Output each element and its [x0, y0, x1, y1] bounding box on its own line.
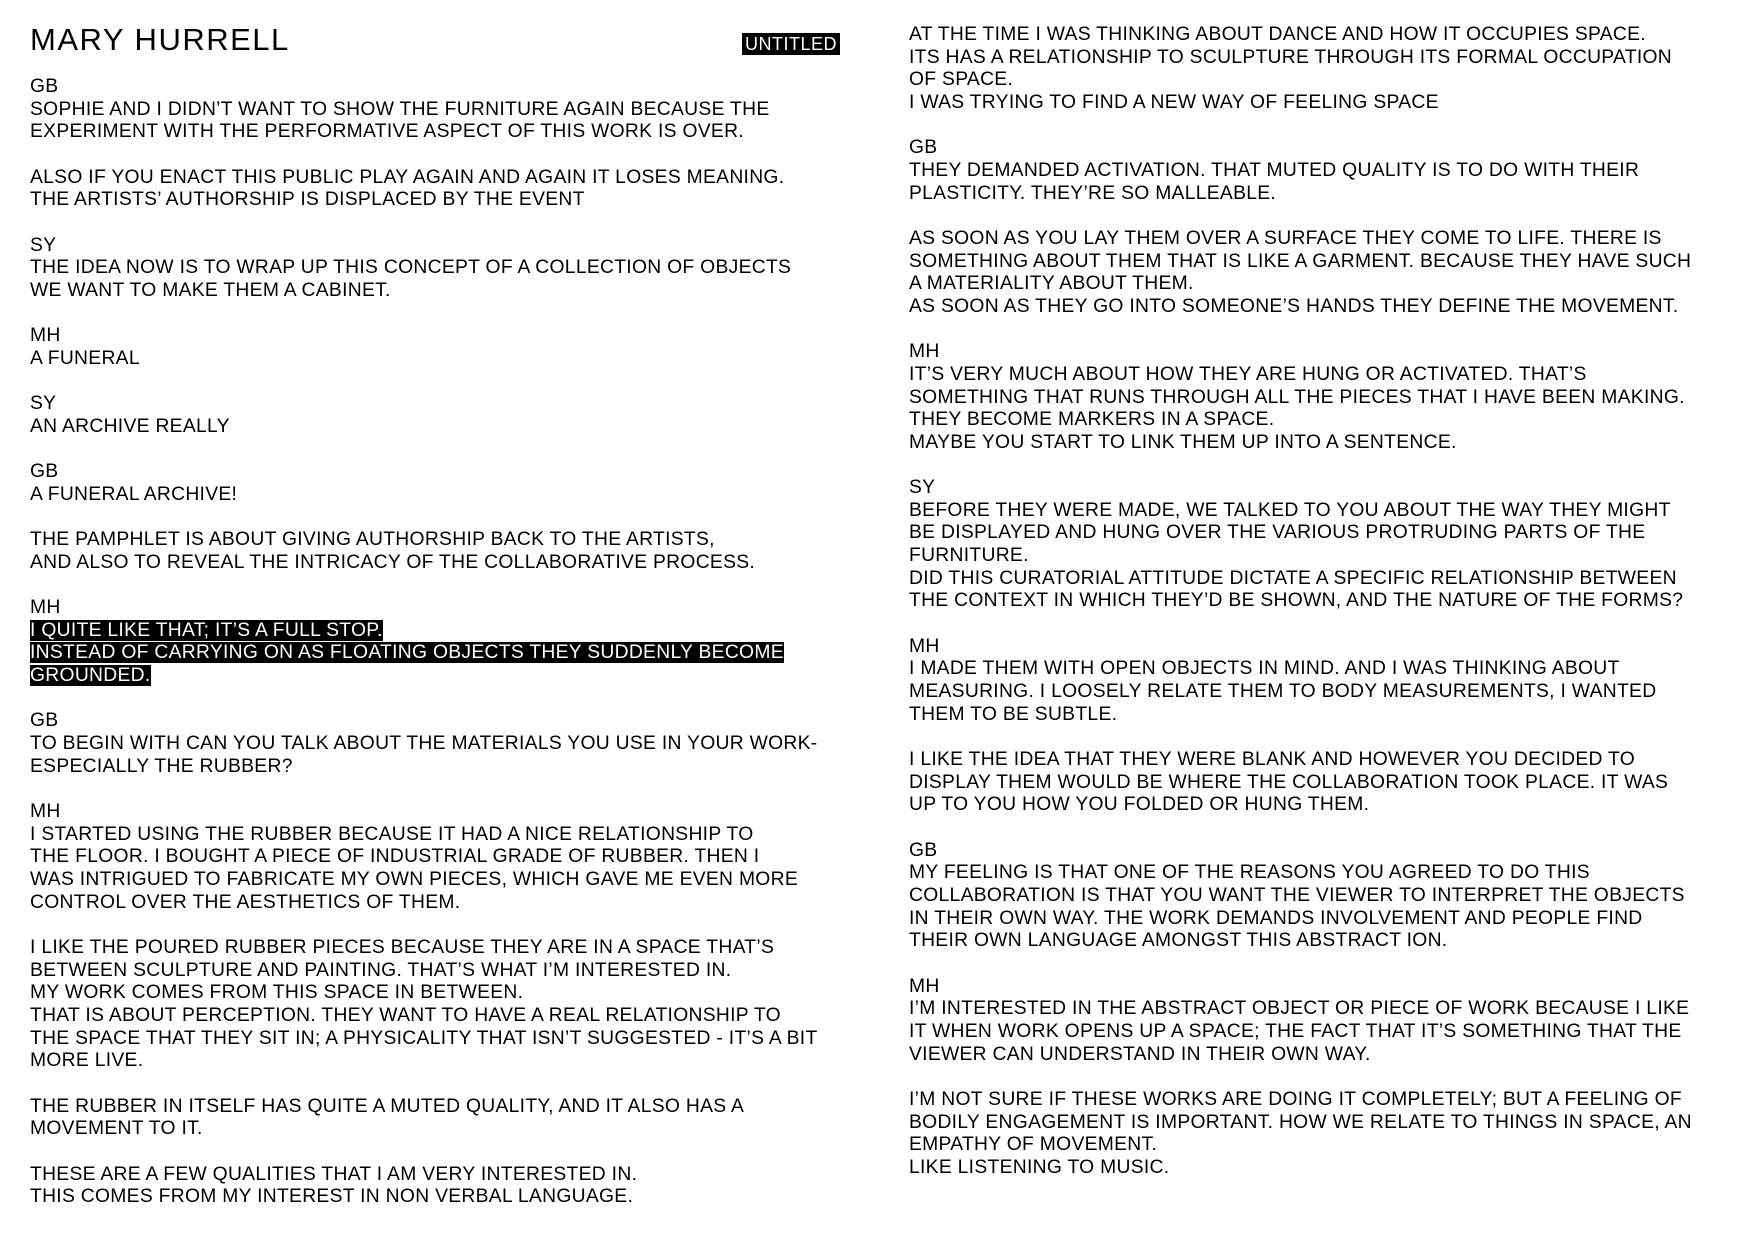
- line-text: TO BEGIN WITH CAN YOU TALK ABOUT THE MATERIALS YOU USE IN YOUR WORK-: [30, 733, 818, 755]
- line-text: I LIKE THE POURED RUBBER PIECES BECAUSE THEY ARE IN A SPACE THAT’S: [30, 936, 775, 958]
- line-text: THE ARTISTS’ AUTHORSHIP IS DISPLACED BY THE EVENT: [30, 189, 585, 211]
- text-line: [909, 749, 1692, 772]
- text-line: [909, 432, 1692, 455]
- line-text: SOMETHING THAT RUNS THROUGH ALL THE PIECES THAT I HAVE BEEN MAKING.: [909, 386, 1685, 408]
- line-text: MH: [909, 341, 940, 363]
- line-text: I MADE THEM WITH OPEN OBJECTS IN MIND. AND I WAS THINKING ABOUT: [909, 658, 1620, 680]
- text-line: [30, 756, 818, 779]
- text-line: [30, 552, 818, 575]
- line-text: THEM TO BE SUBTLE.: [909, 703, 1118, 725]
- line-text: MORE LIVE.: [30, 1050, 144, 1072]
- text-line: [909, 228, 1692, 251]
- artist-name: MARY HURRELL: [30, 22, 290, 57]
- paragraph-spacer: [30, 303, 818, 326]
- paragraph-spacer: [909, 115, 1692, 138]
- line-text: I LIKE THE IDEA THAT THEY WERE BLANK AND HOWEVER YOU DECIDED TO: [909, 749, 1636, 770]
- line-text: SY: [30, 234, 57, 256]
- line-text: A FUNERAL ARCHIVE!: [30, 483, 238, 505]
- text-line: [909, 545, 1692, 568]
- text-line: [909, 1021, 1692, 1044]
- text-line: [909, 160, 1692, 183]
- text-line: [30, 937, 818, 960]
- paragraph-spacer: [909, 613, 1692, 636]
- text-line: [909, 251, 1692, 274]
- line-text: SOMETHING ABOUT THEM THAT IS LIKE A GARMENT. BECAUSE THEY HAVE SUCH: [909, 250, 1692, 272]
- paragraph-spacer: [909, 817, 1692, 840]
- line-text: MH: [30, 325, 61, 347]
- line-text: AS SOON AS YOU LAY THEM OVER A SURFACE THEY COME TO LIFE. THERE IS: [909, 227, 1662, 249]
- text-line: [909, 183, 1692, 206]
- line-text: BE DISPLAYED AND HUNG OVER THE VARIOUS PROTRUDING PARTS OF THE: [909, 522, 1646, 544]
- text-line: [909, 998, 1692, 1021]
- speaker-label: [909, 477, 1692, 500]
- line-text: DID THIS CURATORIAL ATTITUDE DICTATE A SPECIFIC RELATIONSHIP BETWEEN: [909, 567, 1677, 589]
- line-text: I QUITE LIKE THAT; IT’S A FULL STOP.: [30, 619, 383, 641]
- line-text: EXPERIMENT WITH THE PERFORMATIVE ASPECT OF THIS WORK IS OVER.: [30, 121, 744, 143]
- speaker-label: [30, 235, 818, 258]
- line-text: A FUNERAL: [30, 347, 140, 369]
- text-line: [909, 930, 1692, 953]
- line-text: MEASURING. I LOOSELY RELATE THEM TO BODY MEASUREMENTS, I WANTED: [909, 681, 1657, 703]
- text-line: [30, 869, 818, 892]
- speaker-label: [909, 840, 1692, 863]
- line-text: BODILY ENGAGEMENT IS IMPORTANT. HOW WE RELATE TO THINGS IN SPACE, AN: [909, 1111, 1692, 1133]
- paragraph-spacer: [30, 439, 818, 462]
- line-text: MH: [909, 975, 940, 997]
- text-line: [30, 1050, 818, 1073]
- text-line: [909, 704, 1692, 727]
- text-line: [30, 982, 818, 1005]
- text-line: [30, 1186, 818, 1209]
- line-text: EMPATHY OF MOVEMENT.: [909, 1134, 1158, 1156]
- paragraph-spacer: [909, 205, 1692, 228]
- text-line: [909, 500, 1692, 523]
- line-text: FURNITURE.: [909, 545, 1029, 567]
- text-line: [30, 167, 818, 190]
- line-text: OF SPACE.: [909, 69, 1014, 91]
- line-text: THESE ARE A FEW QUALITIES THAT I AM VERY INTERESTED IN.: [30, 1163, 638, 1185]
- text-line: [909, 1157, 1692, 1180]
- text-line: [30, 99, 818, 122]
- text-line: [909, 590, 1692, 613]
- line-text: THE IDEA NOW IS TO WRAP UP THIS CONCEPT OF A COLLECTION OF OBJECTS: [30, 257, 792, 279]
- paragraph-spacer: [30, 1073, 818, 1096]
- line-text: THE CONTEXT IN WHICH THEY’D BE SHOWN, AND THE NATURE OF THE FORMS?: [909, 590, 1684, 612]
- line-text: THE SPACE THAT THEY SIT IN; A PHYSICALITY THAT ISN’T SUGGESTED - IT’S A BIT: [30, 1027, 818, 1049]
- paragraph-spacer: [909, 454, 1692, 477]
- text-line: [30, 1118, 818, 1141]
- text-line: [30, 257, 818, 280]
- text-line: [30, 529, 818, 552]
- line-text: UP TO YOU HOW YOU FOLDED OR HUNG THEM.: [909, 794, 1370, 816]
- line-text: MY FEELING IS THAT ONE OF THE REASONS YOU AGREED TO DO THIS: [909, 862, 1590, 884]
- text-line: [909, 658, 1692, 681]
- text-line: [30, 1028, 818, 1051]
- title-tag: UNTITLED: [742, 33, 840, 55]
- paragraph-spacer: [909, 726, 1692, 749]
- speaker-label: [30, 597, 818, 620]
- line-text: SY: [909, 477, 936, 499]
- text-line: [909, 47, 1692, 70]
- line-text: THIS COMES FROM MY INTEREST IN NON VERBAL LANGUAGE.: [30, 1186, 634, 1208]
- text-line: [30, 484, 818, 507]
- right-text-column: [909, 24, 1692, 1179]
- line-text: I STARTED USING THE RUBBER BECAUSE IT HAD A NICE RELATIONSHIP TO: [30, 823, 754, 845]
- highlighted-text-line: [30, 665, 818, 688]
- line-text: BEFORE THEY WERE MADE, WE TALKED TO YOU ABOUT THE WAY THEY MIGHT: [909, 499, 1671, 521]
- line-text: GB: [909, 137, 938, 159]
- line-text: THEY BECOME MARKERS IN A SPACE.: [909, 409, 1275, 431]
- text-line: [909, 1044, 1692, 1067]
- text-line: [909, 387, 1692, 410]
- text-line: [909, 92, 1692, 115]
- text-line: [909, 862, 1692, 885]
- line-text: WAS INTRIGUED TO FABRICATE MY OWN PIECES, WHICH GAVE ME EVEN MORE: [30, 868, 798, 890]
- line-text: GROUNDED.: [30, 665, 151, 687]
- text-line: [909, 568, 1692, 591]
- text-line: [909, 273, 1692, 296]
- text-line: [909, 1089, 1692, 1112]
- paragraph-spacer: [30, 144, 818, 167]
- speaker-label: [909, 976, 1692, 999]
- paragraph-spacer: [909, 319, 1692, 342]
- text-line: [30, 348, 818, 371]
- line-text: THAT IS ABOUT PERCEPTION. THEY WANT TO HAVE A REAL RELATIONSHIP TO: [30, 1004, 781, 1026]
- speaker-label: [30, 710, 818, 733]
- line-text: IT WHEN WORK OPENS UP A SPACE; THE FACT THAT IT’S SOMETHING THAT THE: [909, 1020, 1682, 1042]
- text-line: [909, 296, 1692, 319]
- paragraph-spacer: [30, 506, 818, 529]
- line-text: MH: [30, 597, 61, 619]
- paragraph-spacer: [30, 1141, 818, 1164]
- text-line: [909, 885, 1692, 908]
- line-text: WE WANT TO MAKE THEM A CABINET.: [30, 279, 391, 301]
- line-text: MH: [909, 635, 940, 657]
- line-text: CONTROL OVER THE AESTHETICS OF THEM.: [30, 891, 461, 913]
- line-text: SOPHIE AND I DIDN’T WANT TO SHOW THE FURNITURE AGAIN BECAUSE THE: [30, 98, 770, 120]
- paragraph-spacer: [30, 914, 818, 937]
- speaker-label: [909, 636, 1692, 659]
- line-text: INSTEAD OF CARRYING ON AS FLOATING OBJECTS THEY SUDDENLY BECOME: [30, 642, 784, 664]
- text-line: [30, 892, 818, 915]
- speaker-label: [30, 461, 818, 484]
- text-line: [30, 1164, 818, 1187]
- line-text: IN THEIR OWN WAY. THE WORK DEMANDS INVOLVEMENT AND PEOPLE FIND: [909, 907, 1643, 929]
- text-line: [909, 1112, 1692, 1135]
- line-text: GB: [30, 76, 59, 97]
- line-text: MH: [30, 801, 61, 822]
- line-text: VIEWER CAN UNDERSTAND IN THEIR OWN WAY.: [909, 1043, 1371, 1065]
- speaker-label: [30, 325, 818, 348]
- line-text: THEY DEMANDED ACTIVATION. THAT MUTED QUALITY IS TO DO WITH THEIR: [909, 159, 1640, 181]
- line-text: PLASTICITY. THEY’RE SO MALLEABLE.: [909, 182, 1277, 204]
- text-line: [30, 416, 818, 439]
- line-text: GB: [30, 710, 59, 732]
- highlighted-text-line: [30, 620, 818, 643]
- line-text: ALSO IF YOU ENACT THIS PUBLIC PLAY AGAIN AND AGAIN IT LOSES MEANING.: [30, 166, 785, 188]
- line-text: ITS HAS A RELATIONSHIP TO SCULPTURE THROUGH ITS FORMAL OCCUPATION: [909, 46, 1673, 68]
- paragraph-spacer: [909, 953, 1692, 976]
- line-text: IT’S VERY MUCH ABOUT HOW THEY ARE HUNG OR ACTIVATED. THAT’S: [909, 363, 1587, 385]
- text-line: [909, 24, 1692, 47]
- line-text: AT THE TIME I WAS THINKING ABOUT DANCE AND HOW IT OCCUPIES SPACE.: [909, 24, 1646, 45]
- text-line: [909, 364, 1692, 387]
- line-text: THEIR OWN LANGUAGE AMONGST THIS ABSTRACT ION.: [909, 930, 1448, 952]
- text-line: [30, 846, 818, 869]
- speaker-label: [909, 341, 1692, 364]
- line-text: MAYBE YOU START TO LINK THEM UP INTO A SENTENCE.: [909, 431, 1457, 453]
- line-text: THE PAMPHLET IS ABOUT GIVING AUTHORSHIP BACK TO THE ARTISTS,: [30, 529, 715, 551]
- text-line: [30, 733, 818, 756]
- text-line: [909, 1134, 1692, 1157]
- text-line: [909, 772, 1692, 795]
- paragraph-spacer: [30, 212, 818, 235]
- paragraph-spacer: [30, 688, 818, 711]
- text-line: [30, 121, 818, 144]
- paragraph-spacer: [30, 778, 818, 801]
- text-line: [909, 409, 1692, 432]
- text-line: [30, 960, 818, 983]
- line-text: I’M NOT SURE IF THESE WORKS ARE DOING IT COMPLETELY; BUT A FEELING OF: [909, 1088, 1682, 1110]
- speaker-label: [30, 801, 818, 824]
- line-text: MY WORK COMES FROM THIS SPACE IN BETWEEN.: [30, 982, 524, 1004]
- text-line: [30, 824, 818, 847]
- text-line: [30, 189, 818, 212]
- text-line: [30, 280, 818, 303]
- line-text: GB: [30, 461, 59, 483]
- highlighted-text-line: [30, 642, 818, 665]
- text-line: [909, 794, 1692, 817]
- paragraph-spacer: [30, 371, 818, 394]
- line-text: AN ARCHIVE REALLY: [30, 415, 230, 437]
- line-text: MOVEMENT TO IT.: [30, 1118, 203, 1140]
- speaker-label: [30, 393, 818, 416]
- right-page: [874, 0, 1748, 1240]
- line-text: AS SOON AS THEY GO INTO SOMEONE’S HANDS THEY DEFINE THE MOVEMENT.: [909, 295, 1679, 317]
- paragraph-spacer: [909, 1066, 1692, 1089]
- line-text: DISPLAY THEM WOULD BE WHERE THE COLLABORATION TOOK PLACE. IT WAS: [909, 771, 1669, 793]
- line-text: COLLABORATION IS THAT YOU WANT THE VIEWER TO INTERPRET THE OBJECTS: [909, 884, 1685, 906]
- text-line: [909, 681, 1692, 704]
- text-line: [30, 1096, 818, 1119]
- line-text: ESPECIALLY THE RUBBER?: [30, 755, 293, 777]
- line-text: I’M INTERESTED IN THE ABSTRACT OBJECT OR PIECE OF WORK BECAUSE I LIKE: [909, 998, 1690, 1020]
- line-text: LIKE LISTENING TO MUSIC.: [909, 1156, 1170, 1178]
- line-text: SY: [30, 393, 57, 415]
- line-text: BETWEEN SCULPTURE AND PAINTING. THAT’S WHAT I’M INTERESTED IN.: [30, 959, 732, 981]
- line-text: I WAS TRYING TO FIND A NEW WAY OF FEELING SPACE: [909, 91, 1439, 113]
- text-line: [909, 908, 1692, 931]
- line-text: AND ALSO TO REVEAL THE INTRICACY OF THE COLLABORATIVE PROCESS.: [30, 551, 756, 573]
- speaker-label: [909, 137, 1692, 160]
- text-line: [909, 69, 1692, 92]
- paragraph-spacer: [30, 574, 818, 597]
- line-text: GB: [909, 839, 938, 861]
- line-text: THE FLOOR. I BOUGHT A PIECE OF INDUSTRIAL GRADE OF RUBBER. THEN I: [30, 846, 760, 868]
- speaker-label: [30, 76, 818, 99]
- text-line: [909, 522, 1692, 545]
- line-text: A MATERIALITY ABOUT THEM.: [909, 273, 1194, 295]
- text-line: [30, 1005, 818, 1028]
- line-text: THE RUBBER IN ITSELF HAS QUITE A MUTED QUALITY, AND IT ALSO HAS A: [30, 1095, 745, 1117]
- left-text-column: [30, 76, 818, 1209]
